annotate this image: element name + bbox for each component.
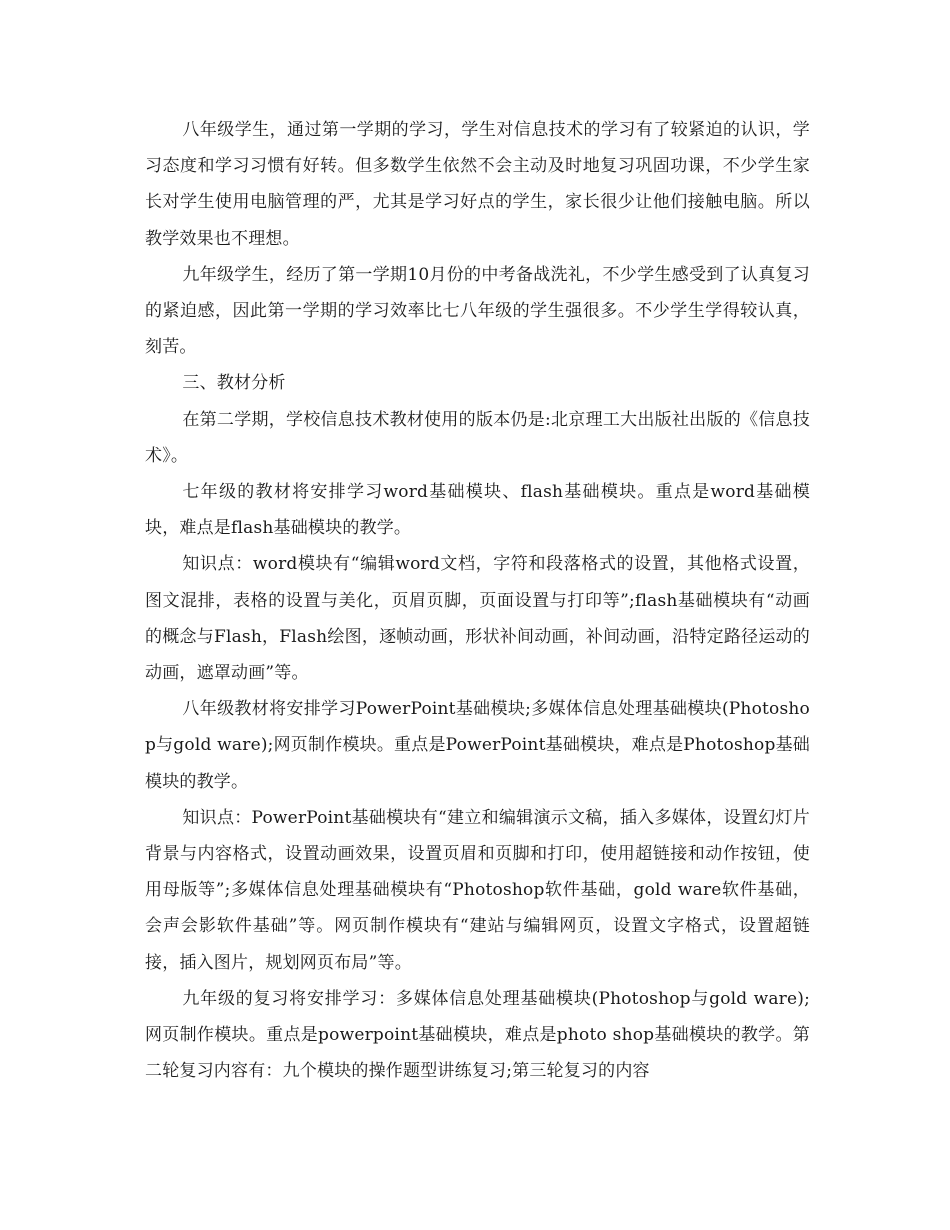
- paragraph-grade8-textbook: 八年级教材将安排学习PowerPoint基础模块;多媒体信息处理基础模块(Photoshop与gold ware);网页制作模块。重点是PowerPoint基础模块，难点是Photoshop基础模块的教学。: [145, 699, 810, 792]
- section-heading-textbook-analysis: 三、教材分析: [182, 373, 286, 394]
- paragraph-grade7-knowledge-points: 知识点：word模块有“编辑word文档，字符和段落格式的设置，其他格式设置，图文混排，表格的设置与美化，页眉页脚，页面设置与打印等”;flash基础模块有“动画的概念与Flash，Flash绘图，逐帧动画，形状补间动画，补间动画，沿特定路径运动的动画，遮罩动画”等。: [145, 554, 810, 684]
- document-body: [145, 112, 810, 1089]
- paragraph-grade7-textbook: 七年级的教材将安排学习word基础模块、flash基础模块。重点是word基础模块，难点是flash基础模块的教学。: [145, 482, 810, 539]
- paragraph-grade8-knowledge-points: 知识点：PowerPoint基础模块有“建立和编辑演示文稿，插入多媒体，设置幻灯片背景与内容格式，设置动画效果，设置页眉和页脚和打印，使用超链接和动作按钮，使用母版等”;多媒体信息处理基础模块有“Photoshop软件基础，gold ware软件基础，会声会影软件基础”等。网页制作模块有“建站与编辑网页，设置文字格式，设置超链接，插入图片，规划网页布局”等。: [145, 807, 810, 973]
- paragraph-grade9-students: 九年级学生，经历了第一学期10月份的中考备战洗礼，不少学生感受到了认真复习的紧迫感，因此第一学期的学习效率比七八年级的学生强很多。不少学生学得较认真，刻苦。: [145, 264, 810, 358]
- paragraph-grade8-students: 八年级学生，通过第一学期的学习，学生对信息技术的学习有了较紧迫的认识，学习态度和学习习惯有好转。但多数学生依然不会主动及时地复习巩固功课，不少学生家长对学生使用电脑管理的严，尤其是学习好点的学生，家长很少让他们接触电脑。所以教学效果也不理想。: [145, 120, 810, 249]
- paragraph-grade9-review: 九年级的复习将安排学习：多媒体信息处理基础模块(Photoshop与gold ware);网页制作模块。重点是powerpoint基础模块，难点是photo shop基础模块的教学。第二轮复习内容有：九个模块的操作题型讲练复习;第三轮复习的内容: [145, 988, 810, 1082]
- paragraph-textbook-version: 在第二学期，学校信息技术教材使用的版本仍是:北京理工大出版社出版的《信息技术》。: [145, 409, 810, 466]
